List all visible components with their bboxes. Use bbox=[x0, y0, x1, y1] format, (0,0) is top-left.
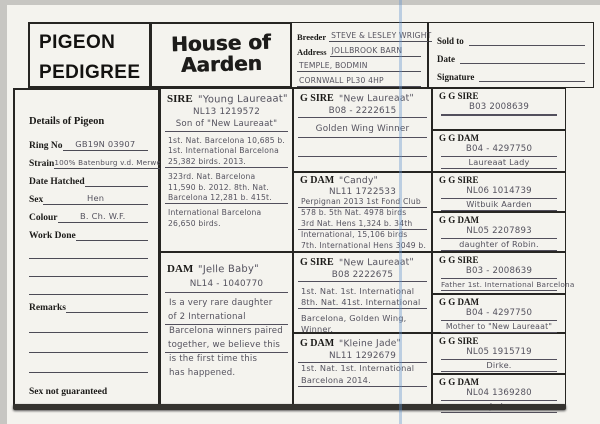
dam-remark-line: has happened. bbox=[169, 367, 236, 378]
gg-note: Dirke. bbox=[441, 360, 557, 373]
gg-label: G G SIRE bbox=[439, 175, 479, 185]
gdam1-performance-line: International, 15,106 birds bbox=[301, 230, 408, 240]
dam-remark-line: Is a very rare daughter bbox=[169, 298, 273, 308]
gg-label: G G SIRE bbox=[439, 91, 479, 101]
gsire2-panel bbox=[293, 252, 432, 333]
gg-note: Mother to "New Laureaat" bbox=[441, 321, 557, 334]
sire-performance-line: 25,382 birds. 2013. bbox=[165, 157, 288, 168]
gg-dam-cell bbox=[432, 212, 566, 252]
gg-sire-cell bbox=[432, 172, 566, 212]
colour-value: B. Ch. W.F. bbox=[58, 211, 149, 223]
date-hatched-row: Date Hatched bbox=[29, 169, 148, 187]
dam-remark-line: Barcelona winners paired bbox=[169, 326, 283, 336]
sire-performance-line: 323rd. Nat. Barcelona bbox=[168, 172, 256, 182]
strain-row: Strain 100% Batenburg v.d. Merwe bbox=[29, 158, 162, 169]
address-row bbox=[297, 73, 421, 87]
sold-to-box bbox=[428, 22, 594, 88]
address-line3: CORNWALL PL30 4HP bbox=[297, 76, 421, 87]
sold-to-blank-line bbox=[469, 33, 585, 46]
sex-not-guaranteed-note: Sex not guaranteed bbox=[29, 387, 108, 397]
address-line2: TEMPLE, BODMIN bbox=[297, 61, 421, 72]
date-label: Date bbox=[437, 54, 455, 64]
form-title-line1: PIGEON bbox=[39, 32, 116, 53]
blank-rule bbox=[29, 313, 148, 333]
address-line1: JOLLBROOK BARN bbox=[330, 46, 421, 57]
sire-performance-line: Barcelona 12,281 b. 415t. bbox=[165, 193, 288, 204]
gg-label: G G SIRE bbox=[439, 255, 479, 265]
gg-label: G G DAM bbox=[439, 377, 479, 387]
work-done-row: Work Done bbox=[29, 223, 148, 241]
gsire1-ring-number: B08 - 2222615 bbox=[298, 105, 427, 118]
breeder-label: Breeder bbox=[297, 32, 327, 42]
blank-rule bbox=[29, 241, 148, 259]
gdam1-performance-line: 3rd Nat. Hens 1,324 b. 34th bbox=[298, 219, 427, 230]
blank-rule bbox=[29, 333, 148, 353]
sire-ring-number: NL13 1219572 bbox=[192, 107, 261, 117]
gdam1-label: G DAM bbox=[300, 175, 335, 186]
gsire1-label: G SIRE bbox=[300, 93, 334, 104]
gsire2-performance-line: 1st. Nat. 1st. International bbox=[301, 286, 415, 296]
date-blank-line bbox=[460, 51, 585, 64]
gsire1-name: "New Laureaat" bbox=[338, 92, 414, 105]
remarks-row: Remarks bbox=[29, 295, 148, 313]
sire-panel bbox=[160, 88, 293, 252]
dam-remark-line: together, we believe this bbox=[165, 339, 288, 354]
gdam2-header bbox=[294, 334, 431, 350]
sex-value: Hen bbox=[43, 193, 148, 205]
gdam1-performance-line: 578 b. 5th Nat. 4978 birds bbox=[301, 208, 407, 218]
gg-ring-number: B04 - 4297750 bbox=[441, 144, 557, 157]
gg-note: daughter of Robin. bbox=[441, 239, 557, 252]
sire-performance-line: 1st. Nat. Barcelona 10,685 b. bbox=[168, 136, 286, 145]
date-hatched-value bbox=[85, 186, 148, 187]
dam-remark-line: of 2 International bbox=[165, 311, 288, 326]
gdam2-label: G DAM bbox=[300, 338, 335, 349]
sire-performance-line: 1st. International Barcelona bbox=[168, 146, 279, 156]
gg-ring-number: B04 - 4297750 bbox=[441, 308, 557, 321]
gdam2-ring-number: NL11 1292679 bbox=[298, 350, 427, 363]
gdam1-name: "Candy" bbox=[339, 174, 379, 187]
signature-label: Signature bbox=[437, 72, 475, 82]
sire-performance-line: 11,590 b. 2012. 8th. Nat. bbox=[168, 182, 269, 192]
gg-dam-cell bbox=[432, 294, 566, 333]
gg-label: G G SIRE bbox=[439, 336, 479, 346]
scan-bottom-edge bbox=[13, 404, 566, 410]
breeder-row bbox=[297, 28, 432, 42]
colour-row: Colour B. Ch. W.F. bbox=[29, 205, 148, 223]
sire-header bbox=[161, 89, 292, 106]
loft-logo-box bbox=[150, 22, 292, 88]
gg-dam-cell bbox=[432, 130, 566, 172]
gg-note bbox=[441, 115, 557, 116]
gdam2-performance-line: 1st. Nat. 1st. International bbox=[301, 363, 415, 373]
breeder-value: STEVE & LESLEY WRIGHT bbox=[331, 31, 432, 40]
gdam2-performance-line: Barcelona 2014. bbox=[298, 375, 427, 388]
dam-remark-line: is the first time this bbox=[169, 354, 258, 364]
gg-label: G G DAM bbox=[439, 215, 479, 225]
sire-performance-line: International Barcelona bbox=[168, 208, 262, 218]
breeder-box bbox=[290, 22, 432, 88]
dam-panel bbox=[160, 252, 293, 408]
dam-ring-number: NL14 - 1040770 bbox=[165, 276, 288, 293]
gsire1-header bbox=[294, 89, 431, 105]
gg-note: Laureaat Lady bbox=[441, 157, 557, 170]
gg-sire-cell bbox=[432, 88, 566, 130]
gsire2-performance-line: Winner. bbox=[301, 324, 334, 334]
gg-label: G G DAM bbox=[439, 133, 479, 143]
sire-name: "Young Laureaat" bbox=[197, 93, 288, 106]
sire-performance-line: 26,650 birds. bbox=[168, 218, 221, 228]
dam-header bbox=[161, 253, 292, 276]
gg-ring-number: NL04 1369280 bbox=[441, 388, 557, 401]
gsire2-label: G SIRE bbox=[300, 257, 334, 268]
dam-label: DAM bbox=[167, 263, 194, 275]
address-label: Address bbox=[297, 47, 327, 57]
signature-row bbox=[437, 66, 585, 82]
gg-ring-number: NL06 1014739 bbox=[441, 186, 557, 199]
dam-name: "Jelle Baby" bbox=[198, 263, 260, 276]
gdam1-performance-line: 7th. International Hens 3049 b. bbox=[301, 240, 427, 250]
gsire2-performance-line: 8th. Nat. 41st. International bbox=[298, 297, 427, 309]
scan-fold-artifact bbox=[399, 0, 402, 424]
gg-note: Witbuik Aarden bbox=[441, 199, 557, 212]
gg-ring-number: B03 - 2008639 bbox=[441, 266, 557, 279]
form-title-line2: PEDIGREE bbox=[39, 62, 141, 83]
signature-blank-line bbox=[479, 69, 585, 82]
sold-to-label: Sold to bbox=[437, 36, 464, 46]
sold-to-row bbox=[437, 30, 585, 46]
gg-label: G G DAM bbox=[439, 297, 479, 307]
date-row bbox=[437, 48, 585, 64]
details-of-pigeon-panel bbox=[13, 88, 160, 408]
ring-no-row: Ring No GB19N 03907 bbox=[29, 133, 148, 151]
gsire2-performance-line: Barcelona, Golden Wing, bbox=[301, 313, 407, 323]
sex-row: Sex Hen bbox=[29, 187, 148, 205]
sire-label: SIRE bbox=[167, 93, 193, 105]
ring-no-value: GB19N 03907 bbox=[63, 139, 148, 151]
gdam2-panel bbox=[293, 333, 432, 408]
blank-rule bbox=[298, 150, 427, 157]
gg-sire-cell bbox=[432, 333, 566, 374]
gsire2-name: "New Laureaat" bbox=[338, 256, 414, 269]
blank-rule bbox=[29, 259, 148, 277]
gsire1-panel bbox=[293, 88, 432, 172]
address-row bbox=[297, 43, 421, 57]
gg-ring-number: NL05 2207893 bbox=[441, 226, 557, 239]
gg-ring-number: NL05 1915719 bbox=[441, 347, 557, 360]
gdam1-ring-number: NL11 1722533 bbox=[328, 187, 397, 197]
blank-rule bbox=[29, 277, 148, 295]
form-title-box bbox=[28, 22, 151, 88]
gsire2-header bbox=[294, 253, 431, 269]
gdam1-panel bbox=[293, 172, 432, 252]
address-row bbox=[297, 58, 421, 72]
gdam2-name: "Kleine Jade" bbox=[339, 337, 402, 350]
blank-rule bbox=[29, 353, 148, 373]
gg-dam-cell bbox=[432, 374, 566, 408]
gsire1-note: Golden Wing Winner bbox=[298, 122, 427, 138]
work-done-value bbox=[76, 240, 148, 241]
gg-note: Father 1st. International Barcelona bbox=[441, 279, 557, 292]
details-heading: Details of Pigeon bbox=[29, 116, 105, 127]
gg-ring-number: B03 2008639 bbox=[441, 102, 557, 115]
loft-logo: House of Aarden bbox=[170, 29, 271, 78]
gdam1-header bbox=[294, 173, 431, 187]
gsire2-ring-number: B08 2222675 bbox=[298, 269, 427, 282]
gdam1-performance-line: Perpignan 2013 1st Fond Club bbox=[298, 197, 427, 208]
gg-sire-cell bbox=[432, 252, 575, 294]
remarks-value bbox=[66, 312, 148, 313]
strain-value: 100% Batenburg v.d. Merwe bbox=[54, 158, 162, 167]
sire-note: Son of "New Laureaat" bbox=[165, 118, 288, 132]
